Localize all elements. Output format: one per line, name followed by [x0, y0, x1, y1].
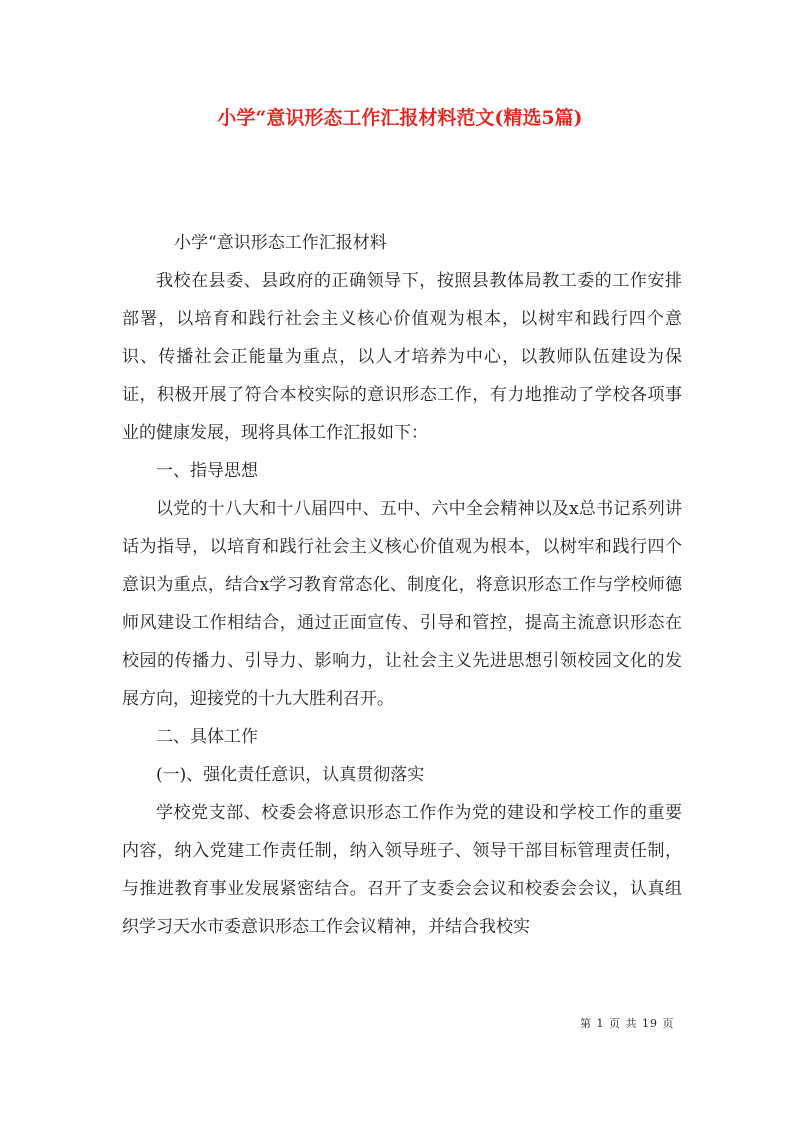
- subsection-heading-responsibility: (一)、强化责任意识，认真贯彻落实: [156, 765, 425, 785]
- paragraph-responsibility: 学校党支部、校委会将意识形态工作作为党的建设和学校工作的重要内容，纳入党建工作责任制，纳入领导班子、领导干部目标管理责任制，与推进教育事业发展紧密结合。召开了支委会会议和校委会会议，认真组织学习天水市委意识形态工作会议精神，并结合我校实: [122, 803, 682, 937]
- section-heading-specific-work: 二、具体工作: [156, 727, 258, 747]
- document-subtitle: 小学“意识形态工作汇报材料: [174, 233, 387, 253]
- document-title: 小学“意识形态工作汇报材料范文(精选5篇): [217, 107, 583, 129]
- paragraph-guiding-ideology: 以党的十八大和十八届四中、五中、六中全会精神以及x总书记系列讲话为指导，以培育和践行社会主义核心价值观为根本，以树牢和践行四个意识为重点，结合x学习教育常态化、制度化，将意识形态工作与学校师德师风建设工作相结合，通过正面宣传、引导和管控，提高主流意识形态在校园的传播力、引导力、影响力，让社会主义先进思想引领校园文化的发展方向，迎接党的十九大胜利召开。: [122, 499, 682, 709]
- section-heading-guiding-ideology: 一、指导思想: [156, 461, 258, 481]
- paragraph-intro: 我校在县委、县政府的正确领导下，按照县教体局教工委的工作安排部署，以培育和践行社会主义核心价值观为根本，以树牢和践行四个意识、传播社会正能量为重点，以人才培养为中心，以教师队伍建设为保证，积极开展了符合本校实际的意识形态工作，有力地推动了学校各项事业的健康发展，现将具体工作汇报如下：: [122, 271, 682, 443]
- document-body: [122, 224, 682, 946]
- page-number-footer: 第 1 页 共 19 页: [580, 1017, 675, 1030]
